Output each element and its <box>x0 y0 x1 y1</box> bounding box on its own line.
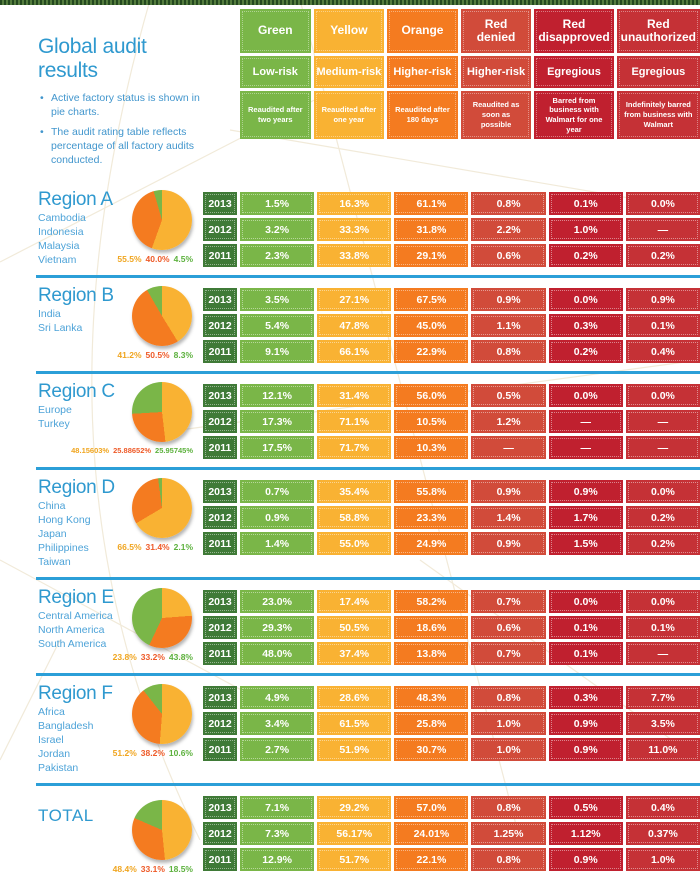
value-cell: 33.8% <box>317 244 391 267</box>
value-cell: 0.8% <box>471 796 545 819</box>
value-cell: 22.1% <box>394 848 468 871</box>
country-label: Pakistan <box>38 762 79 775</box>
value-cell: 57.0% <box>394 796 468 819</box>
region-separator <box>36 673 700 676</box>
value-cell: 61.1% <box>394 192 468 215</box>
pie-wrap <box>117 286 195 361</box>
pie-label: 43.8% <box>168 652 193 663</box>
value-cell: 3.5% <box>240 288 314 311</box>
region-left-panel <box>0 684 203 775</box>
pie-label: 25.88652% <box>113 446 152 456</box>
value-cell: 0.5% <box>471 384 545 407</box>
rating-action: Reaudited after 180 days <box>387 91 458 139</box>
value-cell: 3.4% <box>240 712 314 735</box>
region-block <box>0 382 700 459</box>
value-cell: 9.1% <box>240 340 314 363</box>
region-separator <box>36 467 700 470</box>
value-cell: 58.2% <box>394 590 468 613</box>
value-cell: 1.4% <box>471 506 545 529</box>
pie-chart <box>132 190 192 250</box>
year-cell: 2012 <box>203 712 237 735</box>
value-cell: 1.0% <box>626 848 700 871</box>
value-cell: 2.3% <box>240 244 314 267</box>
year-cell: 2011 <box>203 642 237 665</box>
header-section <box>0 5 700 174</box>
value-cell: 35.4% <box>317 480 391 503</box>
pie-label: 23.8% <box>112 652 137 663</box>
value-cell: 51.7% <box>317 848 391 871</box>
value-cell: 31.8% <box>394 218 468 241</box>
year-cell: 2012 <box>203 822 237 845</box>
value-cell: 0.6% <box>471 244 545 267</box>
value-cell: 1.1% <box>471 314 545 337</box>
region-table <box>203 478 700 569</box>
region-left-panel <box>0 190 203 267</box>
region-title: Region A <box>38 189 113 211</box>
year-cell: 2013 <box>203 480 237 503</box>
pie-label: 8.3% <box>173 350 193 361</box>
value-cell: — <box>626 218 700 241</box>
country-label: Africa <box>38 706 65 719</box>
table-row <box>203 686 700 709</box>
value-cell: 2.2% <box>471 218 545 241</box>
value-cell: 0.9% <box>626 288 700 311</box>
table-row <box>203 532 700 555</box>
value-cell: 24.9% <box>394 532 468 555</box>
region-title: TOTAL <box>38 806 94 826</box>
pie-label: 38.2% <box>140 748 165 759</box>
table-row <box>203 384 700 407</box>
rating-risk: Egregious <box>534 56 613 88</box>
year-cell: 2012 <box>203 314 237 337</box>
pie-wrap <box>112 684 195 759</box>
region-title: Region B <box>38 285 114 307</box>
value-cell: 0.37% <box>626 822 700 845</box>
value-cell: 27.1% <box>317 288 391 311</box>
value-cell: 0.8% <box>471 686 545 709</box>
region-left-panel <box>0 478 203 569</box>
value-cell: 0.9% <box>471 288 545 311</box>
value-cell: 10.5% <box>394 410 468 433</box>
country-label: North America <box>38 624 105 637</box>
region-title: Region E <box>38 587 114 609</box>
region-separator <box>36 783 700 786</box>
pie-wrap <box>112 588 195 663</box>
year-cell: 2011 <box>203 340 237 363</box>
value-cell: 16.3% <box>317 192 391 215</box>
country-label: Taiwan <box>38 556 71 569</box>
value-cell: 17.5% <box>240 436 314 459</box>
value-cell: 56.0% <box>394 384 468 407</box>
value-cell: 1.0% <box>471 712 545 735</box>
value-cell: 1.0% <box>471 738 545 761</box>
pie-label: 48.4% <box>112 864 137 874</box>
pie-label: 50.5% <box>145 350 170 361</box>
value-cell: 0.0% <box>626 384 700 407</box>
year-cell: 2013 <box>203 686 237 709</box>
value-cell: 0.1% <box>626 314 700 337</box>
region-table <box>203 382 700 459</box>
year-cell: 2013 <box>203 192 237 215</box>
country-label: Israel <box>38 734 64 747</box>
country-label: Malaysia <box>38 240 80 253</box>
value-cell: 18.6% <box>394 616 468 639</box>
value-cell: 58.8% <box>317 506 391 529</box>
year-cell: 2013 <box>203 796 237 819</box>
value-cell: 0.8% <box>471 340 545 363</box>
value-cell: 5.4% <box>240 314 314 337</box>
value-cell: — <box>471 436 545 459</box>
region-table <box>203 286 700 363</box>
value-cell: 0.7% <box>471 642 545 665</box>
rating-action: Reaudited after two years <box>240 91 311 139</box>
country-label: Cambodia <box>38 212 86 225</box>
value-cell: 45.0% <box>394 314 468 337</box>
pie-label: 31.4% <box>145 542 170 553</box>
value-cell: 33.3% <box>317 218 391 241</box>
country-label: Philippines <box>38 542 89 555</box>
value-cell: 17.3% <box>240 410 314 433</box>
value-cell: 3.2% <box>240 218 314 241</box>
pie-label: 33.2% <box>140 652 165 663</box>
pie-label: 4.5% <box>173 254 193 265</box>
country-label: South America <box>38 638 107 651</box>
value-cell: 12.9% <box>240 848 314 871</box>
value-cell: 0.0% <box>549 288 623 311</box>
value-cell: 29.1% <box>394 244 468 267</box>
year-cell: 2011 <box>203 532 237 555</box>
pie-labels <box>109 748 193 758</box>
value-cell: 56.17% <box>317 822 391 845</box>
value-cell: 0.9% <box>240 506 314 529</box>
value-cell: 0.9% <box>549 712 623 735</box>
region-block <box>0 190 700 267</box>
year-cell: 2012 <box>203 218 237 241</box>
value-cell: 30.7% <box>394 738 468 761</box>
table-row <box>203 288 700 311</box>
region-title: Region D <box>38 477 115 499</box>
value-cell: 1.0% <box>549 218 623 241</box>
table-row <box>203 848 700 871</box>
value-cell: 0.8% <box>471 848 545 871</box>
pie-wrap <box>112 800 195 874</box>
value-cell: 0.7% <box>240 480 314 503</box>
value-cell: 0.2% <box>626 244 700 267</box>
value-cell: 0.0% <box>626 192 700 215</box>
value-cell: 1.12% <box>549 822 623 845</box>
rating-name: Yellow <box>314 9 385 53</box>
value-cell: 0.0% <box>626 480 700 503</box>
value-cell: 0.1% <box>549 642 623 665</box>
value-cell: 7.7% <box>626 686 700 709</box>
value-cell: 24.01% <box>394 822 468 845</box>
region-left-panel <box>0 588 203 665</box>
value-cell: 0.0% <box>626 590 700 613</box>
year-cell: 2013 <box>203 590 237 613</box>
country-label: Turkey <box>38 418 70 431</box>
pie-label: 33.1% <box>140 864 165 874</box>
country-label: Japan <box>38 528 67 541</box>
rating-risk: Egregious <box>617 56 700 88</box>
value-cell: 0.2% <box>626 506 700 529</box>
table-row <box>203 218 700 241</box>
value-cell: 1.25% <box>471 822 545 845</box>
rating-risk: Higher-risk <box>387 56 458 88</box>
pie-chart <box>132 588 192 648</box>
value-cell: 0.1% <box>549 192 623 215</box>
pie-chart <box>132 286 192 346</box>
value-cell: 0.4% <box>626 340 700 363</box>
intro-panel <box>0 9 203 174</box>
year-cell: 2012 <box>203 616 237 639</box>
rating-name: Red disapproved <box>534 9 613 53</box>
value-cell: 61.5% <box>317 712 391 735</box>
value-cell: 0.3% <box>549 314 623 337</box>
year-cell: 2011 <box>203 436 237 459</box>
pie-label: 55.5% <box>117 254 142 265</box>
value-cell: 23.3% <box>394 506 468 529</box>
table-row <box>203 616 700 639</box>
rating-name: Green <box>240 9 311 53</box>
value-cell: 0.9% <box>549 738 623 761</box>
pie-label: 2.1% <box>173 542 193 553</box>
region-separator <box>36 577 700 580</box>
value-cell: 0.0% <box>549 590 623 613</box>
value-cell: 2.7% <box>240 738 314 761</box>
pie-label: 25.95745% <box>155 446 193 456</box>
value-cell: 0.1% <box>549 616 623 639</box>
value-cell: 1.5% <box>549 532 623 555</box>
pie-chart <box>132 800 192 860</box>
region-separator <box>36 275 700 278</box>
value-cell: 31.4% <box>317 384 391 407</box>
pie-label: 48.15603% <box>71 446 110 456</box>
region-table <box>203 794 700 871</box>
value-cell: 0.2% <box>549 340 623 363</box>
region-block <box>0 684 700 775</box>
region-block <box>0 286 700 363</box>
value-cell: 48.3% <box>394 686 468 709</box>
region-left-panel <box>0 286 203 363</box>
region-left-panel <box>0 794 203 874</box>
value-cell: 0.3% <box>549 686 623 709</box>
intro-bullet: • The audit rating table reflects percentage of all factory audits conducted. <box>40 126 208 167</box>
value-cell: 29.2% <box>317 796 391 819</box>
table-row <box>203 340 700 363</box>
year-cell: 2012 <box>203 506 237 529</box>
region-title: Region F <box>38 683 113 705</box>
rating-action: Indefinitely barred from business with Walmart <box>617 91 700 139</box>
country-label: China <box>38 500 66 513</box>
year-cell: 2013 <box>203 288 237 311</box>
pie-chart <box>132 478 192 538</box>
pie-chart <box>132 684 192 744</box>
value-cell: 0.6% <box>471 616 545 639</box>
pie-labels <box>113 350 193 360</box>
value-cell: 17.4% <box>317 590 391 613</box>
value-cell: 1.4% <box>240 532 314 555</box>
table-row <box>203 738 700 761</box>
pie-labels <box>109 864 193 874</box>
value-cell: 7.3% <box>240 822 314 845</box>
value-cell: 1.5% <box>240 192 314 215</box>
value-cell: 11.0% <box>626 738 700 761</box>
value-cell: 29.3% <box>240 616 314 639</box>
pie-label: 41.2% <box>117 350 142 361</box>
table-row <box>203 590 700 613</box>
pie-label: 18.5% <box>168 864 193 874</box>
value-cell: 7.1% <box>240 796 314 819</box>
value-cell: 28.6% <box>317 686 391 709</box>
pie-label: 51.2% <box>112 748 137 759</box>
value-cell: 10.3% <box>394 436 468 459</box>
country-label: Vietnam <box>38 254 77 267</box>
year-cell: 2011 <box>203 738 237 761</box>
rating-name: Red unauthorized <box>617 9 700 53</box>
region-left-panel <box>0 382 203 459</box>
table-row <box>203 796 700 819</box>
rating-risk: Low-risk <box>240 56 311 88</box>
rating-name: Red denied <box>461 9 532 53</box>
country-label: Central America <box>38 610 113 623</box>
pie-labels <box>109 652 193 662</box>
country-label: India <box>38 308 61 321</box>
country-label: Hong Kong <box>38 514 91 527</box>
year-cell: 2011 <box>203 848 237 871</box>
value-cell: 0.9% <box>471 532 545 555</box>
value-cell: 71.1% <box>317 410 391 433</box>
pie-labels <box>113 542 193 552</box>
region-block <box>0 588 700 665</box>
value-cell: — <box>549 410 623 433</box>
value-cell: 0.2% <box>626 532 700 555</box>
rating-header-grid <box>203 9 700 174</box>
year-cell: 2011 <box>203 244 237 267</box>
value-cell: 50.5% <box>317 616 391 639</box>
value-cell: — <box>549 436 623 459</box>
value-cell: 55.8% <box>394 480 468 503</box>
value-cell: 66.1% <box>317 340 391 363</box>
table-row <box>203 244 700 267</box>
intro-bullets <box>40 92 208 167</box>
country-label: Bangladesh <box>38 720 94 733</box>
rating-action: Reaudited after one year <box>314 91 385 139</box>
rating-risk: Medium-risk <box>314 56 385 88</box>
table-row <box>203 314 700 337</box>
value-cell: 0.4% <box>626 796 700 819</box>
value-cell: 4.9% <box>240 686 314 709</box>
pie-chart <box>132 382 192 442</box>
pie-wrap <box>117 190 195 265</box>
region-title: Region C <box>38 381 115 403</box>
year-cell: 2012 <box>203 410 237 433</box>
year-cell: 2013 <box>203 384 237 407</box>
pie-wrap <box>117 478 195 553</box>
value-cell: 0.7% <box>471 590 545 613</box>
value-cell: 1.2% <box>471 410 545 433</box>
value-cell: 0.2% <box>549 244 623 267</box>
value-cell: 48.0% <box>240 642 314 665</box>
value-cell: 0.0% <box>549 384 623 407</box>
value-cell: 23.0% <box>240 590 314 613</box>
value-cell: — <box>626 436 700 459</box>
region-table <box>203 684 700 775</box>
rating-name: Orange <box>387 9 458 53</box>
value-cell: — <box>626 410 700 433</box>
value-cell: 12.1% <box>240 384 314 407</box>
value-cell: 37.4% <box>317 642 391 665</box>
country-label: Europe <box>38 404 72 417</box>
value-cell: 0.8% <box>471 192 545 215</box>
value-cell: 51.9% <box>317 738 391 761</box>
value-cell: 13.8% <box>394 642 468 665</box>
value-cell: 55.0% <box>317 532 391 555</box>
value-cell: 71.7% <box>317 436 391 459</box>
country-label: Sri Lanka <box>38 322 83 335</box>
page-title: Global audit results <box>38 35 147 82</box>
table-row <box>203 410 700 433</box>
pie-labels <box>113 254 193 264</box>
regions <box>0 189 700 874</box>
rating-risk: Higher-risk <box>461 56 532 88</box>
table-row <box>203 506 700 529</box>
table-row <box>203 642 700 665</box>
value-cell: 0.9% <box>549 480 623 503</box>
value-cell: 0.1% <box>626 616 700 639</box>
table-row <box>203 192 700 215</box>
region-table <box>203 190 700 267</box>
table-row <box>203 822 700 845</box>
value-cell: 3.5% <box>626 712 700 735</box>
value-cell: 67.5% <box>394 288 468 311</box>
value-cell: 25.8% <box>394 712 468 735</box>
value-cell: 1.7% <box>549 506 623 529</box>
pie-label: 40.0% <box>145 254 170 265</box>
table-row <box>203 712 700 735</box>
country-label: Indonesia <box>38 226 84 239</box>
rating-action: Barred from business with Walmart for one year <box>534 91 613 139</box>
region-separator <box>36 371 700 374</box>
total-block <box>0 794 700 874</box>
pie-label: 10.6% <box>168 748 193 759</box>
pie-labels <box>67 446 193 455</box>
table-row <box>203 480 700 503</box>
table-row <box>203 436 700 459</box>
value-cell: 0.9% <box>471 480 545 503</box>
value-cell: — <box>626 642 700 665</box>
rating-action: Reaudited as soon as possible <box>461 91 532 139</box>
value-cell: 22.9% <box>394 340 468 363</box>
country-label: Jordan <box>38 748 71 761</box>
intro-bullet: • Active factory status is shown in pie charts. <box>40 92 208 119</box>
value-cell: 0.9% <box>549 848 623 871</box>
region-block <box>0 478 700 569</box>
value-cell: 0.5% <box>549 796 623 819</box>
region-table <box>203 588 700 665</box>
value-cell: 47.8% <box>317 314 391 337</box>
pie-label: 66.5% <box>117 542 142 553</box>
